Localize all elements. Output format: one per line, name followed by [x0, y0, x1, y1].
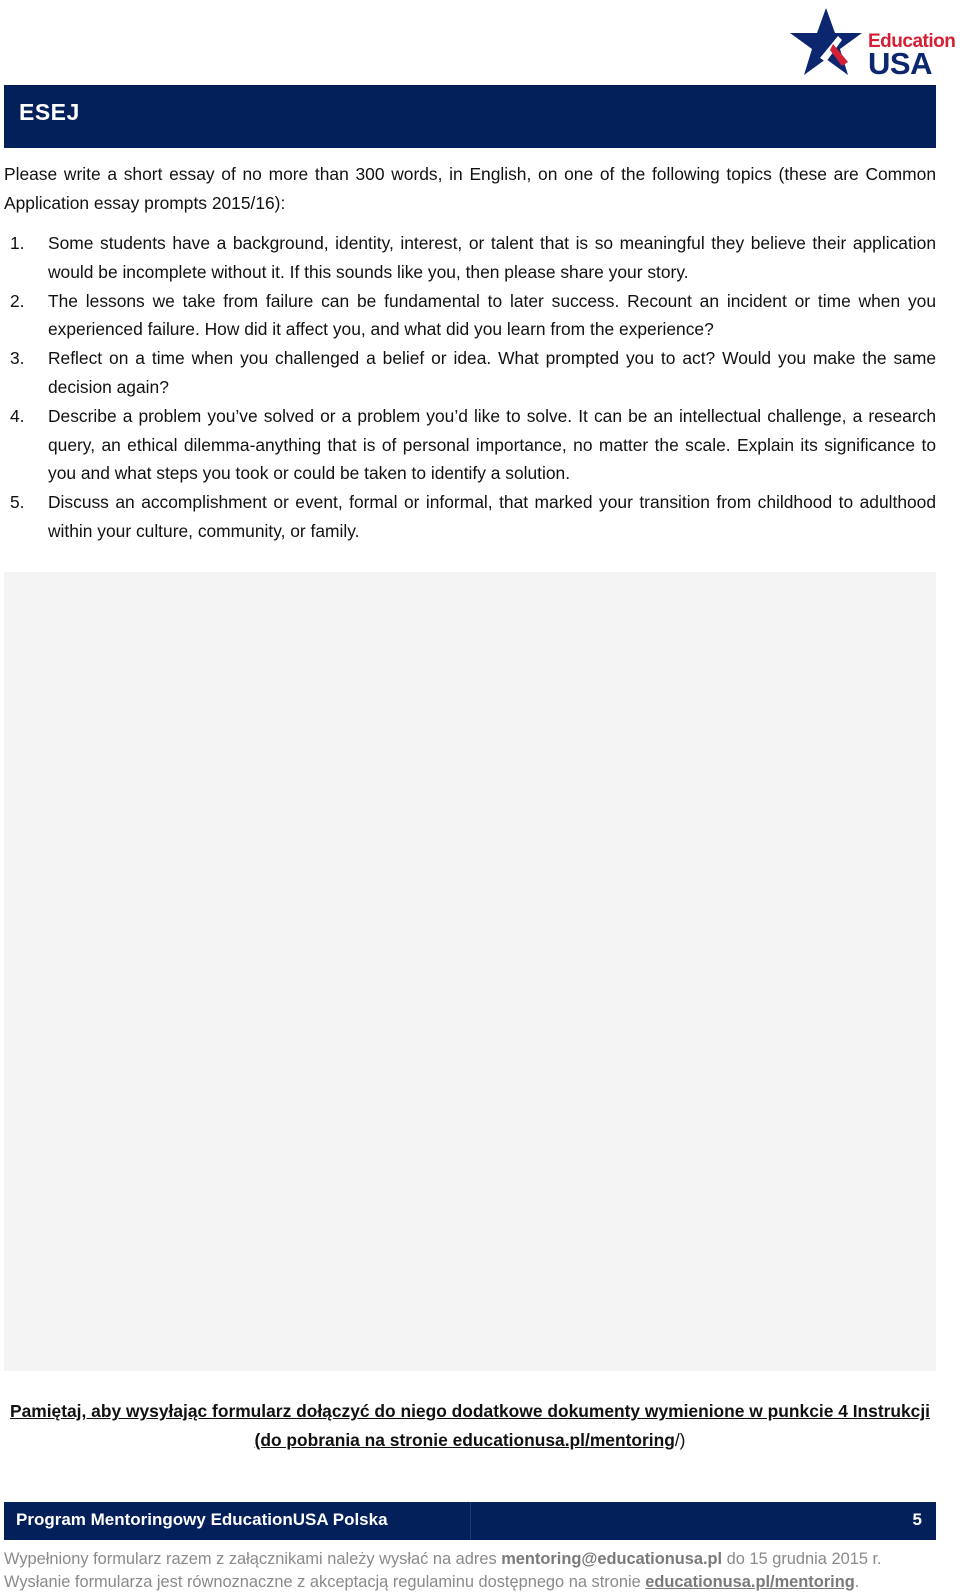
- logo-word-usa: USA: [868, 46, 932, 81]
- note-text: do 15 grudnia 2015 r.: [722, 1550, 882, 1568]
- prompt-text: Some students have a background, identity, interest, or talent that is so meaningful they believe their application would be incomplete without it. If this sounds like you, then please share your story.: [48, 233, 936, 282]
- prompt-item: [4, 402, 936, 488]
- section-title: ESEJ: [19, 99, 80, 125]
- prompt-text: Discuss an accomplishment or event, formal or informal, that marked your transition from childhood to adulthood within your culture, community, or family.: [48, 492, 936, 541]
- prompt-text: Describe a problem you’ve solved or a problem you’d like to solve. It can be an intellectual challenge, a research query, an ethical dilemma-anything that is of personal importance, no matter the scale. Explain its significance to you and what steps you took or could be taken to identify a solution.: [48, 405, 936, 484]
- prompt-item: [4, 287, 936, 345]
- reminder-tail: /): [674, 1429, 686, 1450]
- prompt-number: 2.: [10, 290, 25, 311]
- prompt-text: Reflect on a time when you challenged a belief or idea. What prompted you to act? Would you make the same decision again?: [48, 348, 936, 397]
- submission-notes: [4, 1548, 944, 1593]
- prompt-number: 3.: [10, 348, 25, 369]
- submission-note-line-2: [4, 1571, 944, 1594]
- star-torch-icon: [786, 6, 868, 80]
- essay-answer-field[interactable]: [4, 572, 936, 1371]
- intro-paragraph: Please write a short essay of no more than 300 words, in English, on one of the following topics (these are Common Application essay prompts 2015/16):: [4, 164, 936, 213]
- reminder-underlined-text: Pamiętaj, aby wysyłając formularz dołączyć do niego dodatkowe dokumenty wymienione w punkcie 4 Instrukcji (do pobrania na stronie educationusa.pl/mentoring: [9, 1401, 931, 1450]
- prompt-text: The lessons we take from failure can be fundamental to later success. Recount an incident or time when you experienced failure. How did it affect you, and what did you learn from the experience?: [48, 290, 936, 340]
- note-text: Wysłanie formularza jest równoznaczne z akceptacją regulaminu dostępnego na stronie: [4, 1572, 646, 1591]
- educationusa-logo: [786, 6, 954, 80]
- note-text: Wypełniony formularz razem z załącznikami należy wysłać na adres: [4, 1550, 502, 1568]
- logo-word-education: Education: [868, 31, 956, 52]
- page-footer-band: [4, 1502, 936, 1540]
- prompt-number: 4.: [10, 405, 25, 426]
- essay-prompts-list: [4, 229, 936, 546]
- section-header: [4, 85, 936, 148]
- page-number: 5: [912, 1510, 922, 1529]
- footer-program-name: Program Mentoringowy EducationUSA Polska: [16, 1510, 388, 1529]
- attachments-reminder: [4, 1397, 936, 1455]
- note-text: .: [854, 1572, 860, 1591]
- submission-note-line-1: [4, 1548, 944, 1571]
- prompt-item: [4, 344, 936, 402]
- prompt-number: 5.: [10, 492, 25, 513]
- mentoring-link[interactable]: educationusa.pl/mentoring: [645, 1572, 855, 1591]
- prompt-number: 1.: [10, 233, 25, 253]
- prompt-item: [4, 229, 936, 287]
- footer-divider: [470, 1502, 471, 1540]
- contact-email: mentoring@educationusa.pl: [501, 1550, 723, 1568]
- prompt-item: [4, 488, 936, 546]
